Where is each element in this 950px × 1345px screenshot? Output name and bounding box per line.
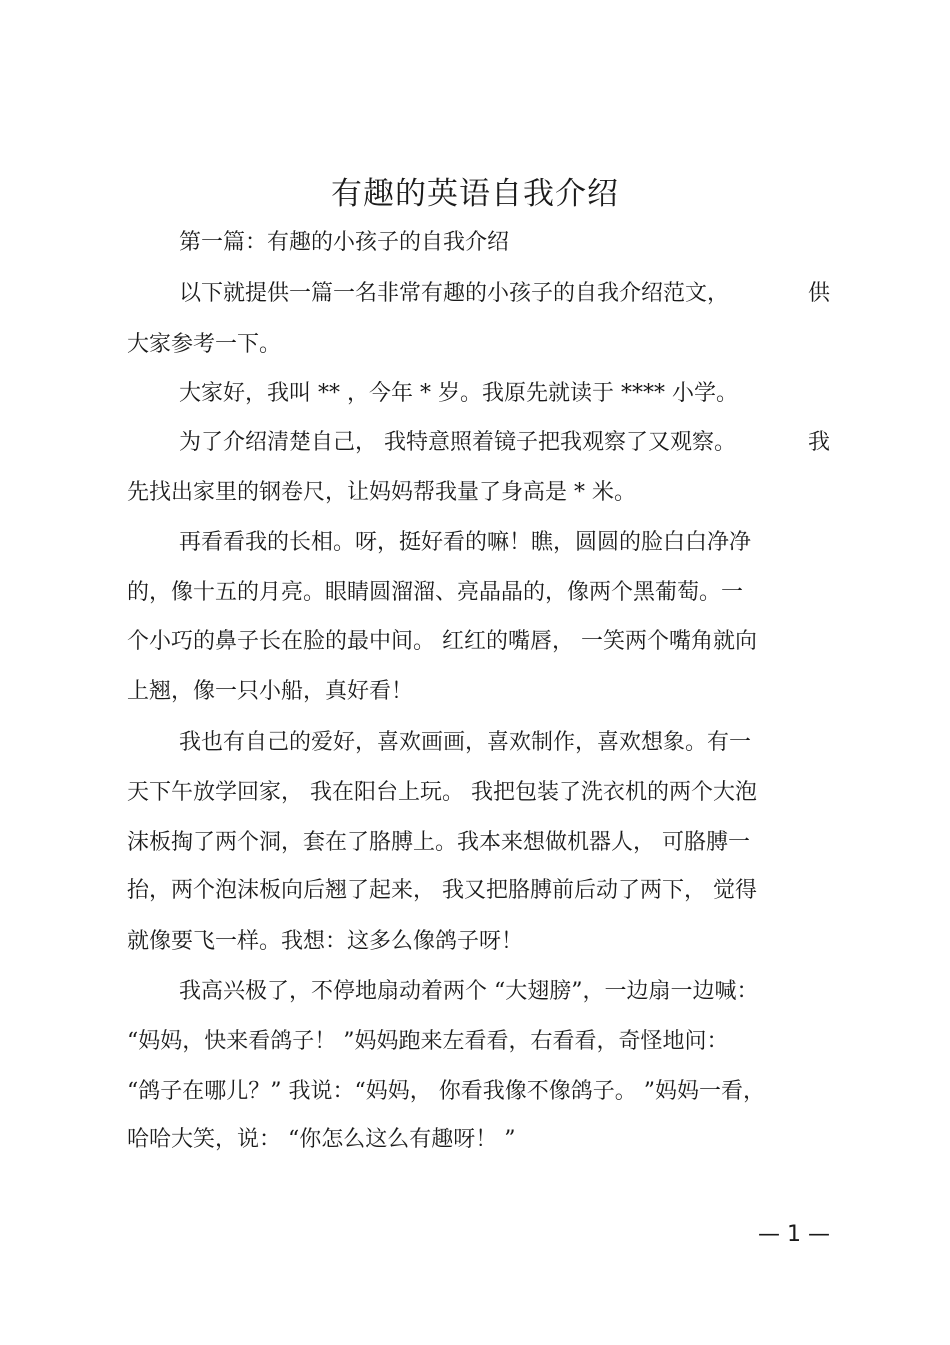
paragraph-line: 再看看我的长相。呀，挺好看的嘛！瞧，圆圆的脸白白净净	[179, 530, 752, 555]
paragraph-line: 我	[808, 430, 831, 455]
paragraph-line: 个小巧的鼻子长在脸的最中间。 红红的嘴唇， 一笑两个嘴角就向	[127, 629, 757, 654]
paragraph-line: 就像要飞一样。我想：这多么像鸽子呀！	[127, 929, 524, 954]
paragraph-line: 供	[808, 281, 831, 306]
paragraph-line: 的，像十五的月亮。眼睛圆溜溜、亮晶晶的，像两个黑葡萄。一	[127, 580, 744, 605]
paragraph-line: 大家好，我叫 ** ，今年 * 岁。我原先就读于 **** 小学。	[179, 381, 738, 406]
paragraph-line: 先找出家里的钢卷尺，让妈妈帮我量了身高是 * 米。	[127, 480, 636, 505]
paragraph-line: 抬，两个泡沫板向后翘了起来， 我又把胳膊前后动了两下， 觉得	[127, 878, 757, 903]
paragraph-line: 大家参考一下。	[127, 332, 282, 357]
paragraph-line: 天下午放学回家， 我在阳台上玩。 我把包装了洗衣机的两个大泡	[127, 780, 757, 805]
paragraph-line: 上翘，像一只小船，真好看！	[127, 679, 414, 704]
paragraph-line: “鸽子在哪儿？” 我说：“妈妈， 你看我像不像鸽子。 ”妈妈一看，	[127, 1079, 765, 1104]
paragraph-line: 我也有自己的爱好，喜欢画画，喜欢制作，喜欢想象。有一	[179, 730, 752, 755]
paragraph-line: 沫板掏了两个洞，套在了胳膊上。我本来想做机器人， 可胳膊一	[127, 830, 750, 855]
paragraph-line: 以下就提供一篇一名非常有趣的小孩子的自我介绍范文，	[179, 281, 730, 306]
paragraph-line: 我高兴极了，不停地扇动着两个 “大翅膀”，一边扇一边喊：	[179, 979, 759, 1004]
paragraph-line: 哈哈大笑，说： “你怎么这么有趣呀！ ”	[127, 1127, 516, 1152]
paragraph-line: “妈妈，快来看鸽子！ ”妈妈跑来左看看，右看看，奇怪地问：	[127, 1029, 729, 1054]
document-title: 有趣的英语自我介绍	[331, 176, 619, 212]
page-number: — 1 —	[758, 1222, 830, 1247]
section-heading: 第一篇：有趣的小孩子的自我介绍	[179, 230, 510, 255]
paragraph-line: 为了介绍清楚自己， 我特意照着镜子把我观察了又观察。	[179, 430, 736, 455]
